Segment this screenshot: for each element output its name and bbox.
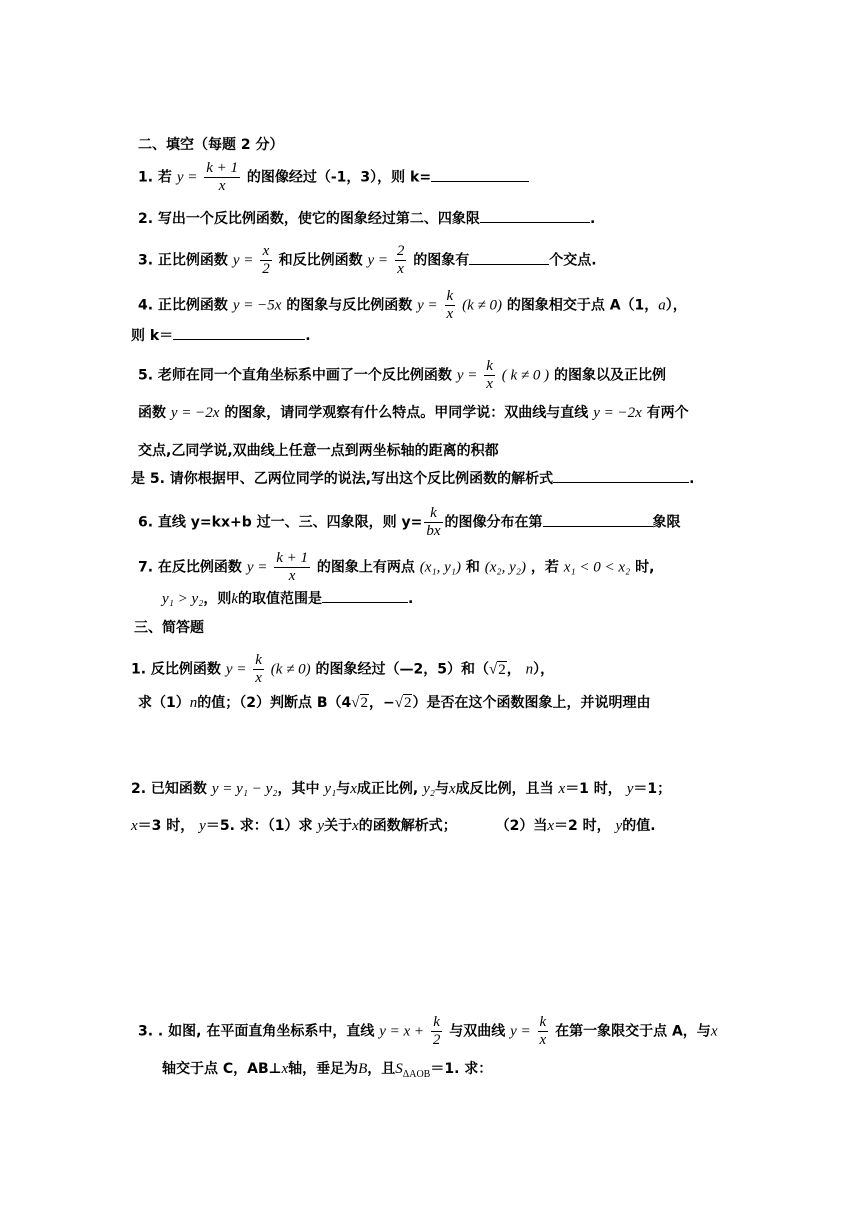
s3-text-d: 轴交于点 C，AB⊥ bbox=[162, 1061, 282, 1077]
question-4 bbox=[138, 288, 687, 323]
s3-text-e: 轴，垂足为 bbox=[288, 1061, 359, 1077]
s2-var-y6: y bbox=[615, 818, 623, 834]
s2-text-s: ＝2 时， bbox=[554, 818, 611, 834]
s3-f2-den: x bbox=[539, 1032, 547, 1048]
q5-eq3: y = −2x bbox=[593, 405, 642, 421]
q7-condition-1: x₁ < 0 < x₂ bbox=[563, 559, 631, 576]
question-6 bbox=[138, 505, 681, 540]
s1-text-g: ，− bbox=[369, 695, 395, 711]
q7-point-1: (x₁, y₁) bbox=[419, 559, 461, 576]
q6-frac-den: bx bbox=[426, 523, 441, 539]
q7-text-b: 的图象上有两点 bbox=[316, 559, 415, 576]
s3-f2-num: k bbox=[539, 1014, 547, 1030]
q5-text-g: 是 5. 请你根据甲、乙两位同学的说法,写出这个反比例函数的解析式 bbox=[131, 471, 554, 487]
short-answer-2-line-2 bbox=[131, 816, 656, 836]
s2-text-j: ＝3 时， bbox=[137, 818, 195, 834]
s2-text-e: 与 bbox=[434, 781, 449, 797]
q1-answer-blank bbox=[431, 167, 529, 182]
s2-var-x3: x bbox=[558, 781, 566, 797]
s2-text-p: 的函数解析式； bbox=[358, 818, 457, 834]
q1-text-a: 1. 若 bbox=[138, 169, 172, 186]
section-3-heading: 三、简答题 bbox=[134, 620, 204, 636]
q4-answer-blank bbox=[173, 325, 305, 340]
q4-frac-num: k bbox=[446, 288, 454, 304]
q6-text-a: 6. 直线 y=kx+b 过一、三、四象限，则 y= bbox=[138, 514, 423, 531]
q7-text-f: ，则 bbox=[203, 591, 232, 607]
q7-text-e: 时, bbox=[635, 559, 655, 576]
s1-text-f: 的值；（2）判断点 B（4 bbox=[197, 695, 352, 711]
q5-text-b: 的图象以及正比例 bbox=[554, 367, 667, 384]
q7-text-d: ，若 bbox=[530, 559, 559, 576]
q7-point-2: (x₂, y₂) bbox=[484, 559, 526, 576]
s2-var-y2: y₂ bbox=[423, 781, 435, 797]
q3-eq1: y = bbox=[232, 252, 254, 269]
s1-radicand-1: 2 bbox=[498, 661, 506, 678]
s2-text-f: 成反比例，且当 bbox=[455, 781, 554, 797]
q6-answer-blank bbox=[543, 512, 653, 527]
q3-f2-num: 2 bbox=[396, 243, 405, 259]
q4-text-e: 则 k＝ bbox=[131, 328, 174, 344]
s2-eq: y = y₁ − y₂ bbox=[211, 781, 278, 797]
s3-var-b: B bbox=[358, 1061, 368, 1077]
q7-text-g: 的取值范围是 bbox=[238, 591, 323, 607]
s3-f1-num: k bbox=[431, 1014, 443, 1032]
s2-text-h: ＝1； bbox=[633, 781, 672, 797]
q2-end: . bbox=[589, 211, 596, 227]
q5-text-f: 交点,乙同学说,双曲线上任意一点到两坐标轴的距离的积都 bbox=[138, 443, 499, 459]
q5-eq: y = bbox=[456, 367, 478, 384]
s2-var-x5: x bbox=[352, 818, 359, 834]
q7-frac-num: k + 1 bbox=[276, 550, 308, 566]
s2-text-b: ，其中 bbox=[277, 781, 320, 797]
s2-text-q: （2）当 bbox=[495, 818, 548, 834]
s1-text-e: 求（1） bbox=[138, 695, 190, 711]
s1-condition: (k ≠ 0) bbox=[270, 661, 311, 678]
question-7-line-2 bbox=[162, 588, 413, 609]
s1-var-n-2: n bbox=[189, 695, 198, 711]
q5-eq2: y = −2x bbox=[170, 405, 220, 421]
q2-text: 2. 写出一个反比例函数，使它的图象经过第二、四象限 bbox=[138, 211, 480, 227]
s3-eq2: y = bbox=[510, 1023, 531, 1040]
q1-frac-den: x bbox=[218, 178, 226, 194]
s2-text-a: 2. 已知函数 bbox=[131, 781, 207, 797]
question-4-line-2 bbox=[131, 325, 311, 346]
q1-frac-num: k + 1 bbox=[206, 160, 238, 176]
q5-text-c: 函数 bbox=[138, 405, 166, 421]
s2-var-y5: y bbox=[317, 818, 325, 834]
q7-eq: y = bbox=[246, 559, 268, 576]
q4-var-a: a bbox=[658, 297, 666, 314]
s3-text-b: 与双曲线 bbox=[449, 1023, 506, 1040]
q7-text-c: 和 bbox=[465, 559, 480, 576]
s3-text-a: 3. . 如图, 在平面直角坐标系中，直线 bbox=[138, 1023, 375, 1040]
q7-fraction bbox=[274, 550, 310, 585]
s3-text-f: ，且 bbox=[367, 1061, 396, 1077]
q3-fraction-2 bbox=[395, 243, 407, 278]
q3-fraction-1 bbox=[260, 243, 272, 278]
q4-frac-den: x bbox=[446, 306, 454, 322]
s2-var-x2: x bbox=[448, 781, 456, 797]
q5-text-a: 5. 老师在同一个直角坐标系中画了一个反比例函数 bbox=[138, 367, 452, 384]
s3-text-g: ＝1. 求： bbox=[430, 1061, 493, 1077]
s2-text-c: 与 bbox=[336, 781, 351, 797]
s2-text-d: 成正比例, bbox=[356, 781, 419, 797]
q1-text-b: 的图像经过（-1，3），则 k= bbox=[246, 169, 432, 186]
q4-end: . bbox=[305, 328, 311, 344]
q6-text-b: 的图像分布在第 bbox=[444, 514, 543, 531]
s1-text-d: ）， bbox=[533, 661, 555, 678]
short-answer-1-line-2 bbox=[138, 693, 650, 713]
s2-var-y3: y bbox=[626, 781, 634, 797]
question-7 bbox=[138, 550, 654, 585]
s1-fraction bbox=[253, 652, 264, 687]
q7-text-a: 7. 在反比例函数 bbox=[138, 559, 242, 576]
short-answer-2 bbox=[131, 779, 671, 799]
s1-eq: y = bbox=[225, 661, 247, 678]
q5-answer-blank bbox=[553, 468, 689, 483]
q6-text-c: 象限 bbox=[652, 514, 681, 531]
q3-answer-blank bbox=[469, 250, 549, 265]
q4-text-a: 4. 正比例函数 bbox=[138, 297, 228, 314]
s1-radicand-3: 2 bbox=[403, 695, 412, 711]
s2-var-x4: x bbox=[131, 818, 138, 834]
q5-frac-num: k bbox=[486, 358, 493, 374]
section-2-heading: 二、填空（每题 2 分） bbox=[138, 137, 284, 153]
q7-condition-2: y₁ > y₂ bbox=[162, 591, 204, 607]
s2-text-l: ＝5. 求：（1）求 bbox=[205, 818, 313, 834]
q4-text-d: ）， bbox=[665, 297, 687, 314]
s3-var-x: x bbox=[710, 1023, 718, 1040]
short-answer-3 bbox=[138, 1014, 717, 1049]
s1-text-h: ）是否在这个函数图象上，并说明理由 bbox=[412, 695, 651, 711]
short-answer-3-line-2 bbox=[162, 1059, 492, 1085]
q5-text-d: 的图象，请同学观察有什么特点。甲同学说：双曲线与直线 bbox=[224, 405, 589, 421]
q4-condition: (k ≠ 0) bbox=[462, 297, 502, 314]
q6-frac-num: k bbox=[424, 505, 442, 523]
s3-eq: y = x + bbox=[379, 1023, 425, 1040]
s2-var-y4: y bbox=[199, 818, 206, 834]
q3-text-d: 个交点. bbox=[549, 252, 597, 269]
question-5 bbox=[138, 358, 666, 393]
question-5-line-4 bbox=[131, 468, 694, 489]
q5-text-e: 有两个 bbox=[646, 405, 689, 421]
s2-var-y1: y₁ bbox=[324, 781, 337, 797]
s2-text-n: 关于 bbox=[324, 818, 353, 834]
s2-text-u: 的值. bbox=[622, 818, 656, 834]
q4-fraction bbox=[445, 288, 456, 323]
q5-end: . bbox=[689, 471, 695, 487]
s3-text-c: 在第一象限交于点 A，与 bbox=[555, 1023, 711, 1040]
q7-var-k: k bbox=[231, 591, 239, 607]
s1-text-b: 的图象经过（—2，5）和（ bbox=[315, 661, 490, 678]
s2-text-g: ＝1 时， bbox=[565, 781, 622, 797]
q3-text-c: 的图象有 bbox=[413, 252, 470, 269]
q4-eq2: y = bbox=[417, 297, 438, 314]
s1-text-c: ， bbox=[506, 661, 521, 678]
q7-end: . bbox=[408, 591, 414, 607]
question-2 bbox=[138, 208, 595, 229]
s3-var-x-2: x bbox=[281, 1061, 289, 1077]
s1-frac-den: x bbox=[255, 670, 262, 686]
q4-eq1: y = −5x bbox=[232, 297, 282, 314]
q5-fraction bbox=[484, 358, 495, 393]
s3-subscript: ΔAOB bbox=[402, 1068, 431, 1080]
q7-answer-blank bbox=[322, 588, 408, 603]
question-1 bbox=[138, 160, 529, 195]
s2-var-x1: x bbox=[350, 781, 357, 797]
q3-text-a: 3. 正比例函数 bbox=[138, 252, 228, 269]
s1-sqrt-3: √2 bbox=[394, 695, 412, 711]
q6-fraction bbox=[424, 505, 442, 540]
question-3 bbox=[138, 243, 597, 278]
q4-text-b: 的图象与反比例函数 bbox=[286, 297, 413, 314]
s3-fraction-2 bbox=[538, 1014, 549, 1049]
s3-var-s: S bbox=[395, 1061, 403, 1077]
s1-radicand-2: 2 bbox=[360, 695, 369, 711]
q4-text-c: 的图象相交于点 A（1， bbox=[506, 297, 659, 314]
s1-text-a: 1. 反比例函数 bbox=[131, 661, 221, 678]
q3-text-b: 和反比例函数 bbox=[278, 252, 363, 269]
question-5-line-3 bbox=[138, 441, 499, 461]
q1-fraction bbox=[204, 160, 240, 195]
s2-var-x6: x bbox=[547, 818, 555, 834]
s3-f1-den: 2 bbox=[432, 1032, 441, 1048]
s1-sqrt-1: √2 bbox=[489, 661, 506, 678]
short-answer-1 bbox=[131, 652, 554, 687]
q7-frac-den: x bbox=[288, 568, 296, 584]
s1-sqrt-2: √2 bbox=[351, 695, 369, 711]
question-5-line-2 bbox=[138, 403, 689, 423]
q2-answer-blank bbox=[480, 208, 590, 223]
q5-frac-den: x bbox=[486, 376, 493, 392]
s3-fraction-1 bbox=[431, 1014, 443, 1049]
s1-var-n: n bbox=[525, 661, 534, 678]
q3-f1-num: x bbox=[260, 243, 272, 261]
q5-condition: ( k ≠ 0 ) bbox=[501, 367, 550, 384]
s1-frac-num: k bbox=[255, 652, 262, 668]
q3-eq2: y = bbox=[367, 252, 388, 269]
q3-f1-den: 2 bbox=[262, 261, 270, 277]
q1-eq: y = bbox=[176, 169, 198, 186]
q3-f2-den: x bbox=[397, 261, 404, 277]
